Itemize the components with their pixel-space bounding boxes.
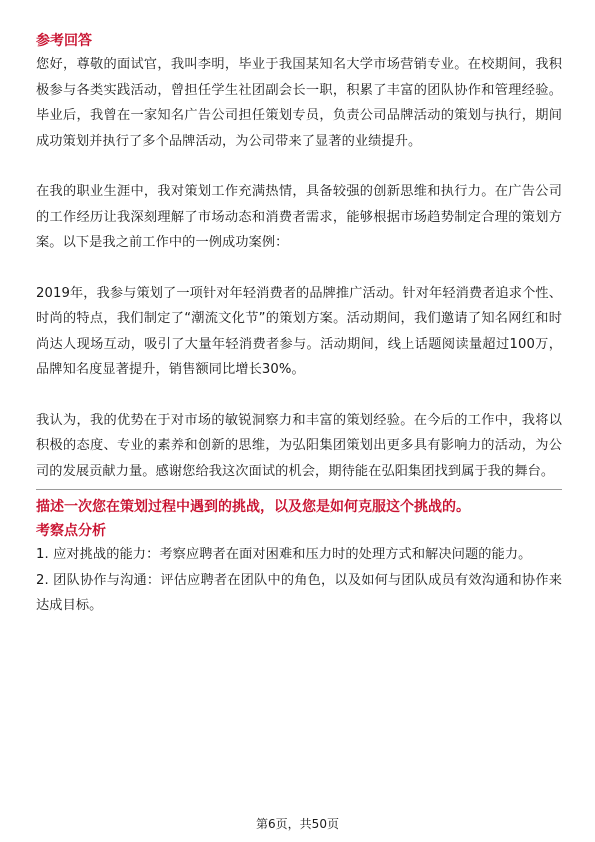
paragraph-gap xyxy=(36,154,562,179)
document-page xyxy=(36,30,562,619)
paragraph-gap xyxy=(36,256,562,281)
page-number: 第6页，共50页 xyxy=(256,817,339,831)
answer-paragraph-3: 2019年，我参与策划了一项针对年轻消费者的品牌推广活动。针对年轻消费者追求个性、时尚的特点，我们制定了“潮流文化节”的策划方案。活动期间，我们邀请了知名网红和时尚达人现场互动，吸引了大量年轻消费者参与。活动期间，线上话题阅读量超过100万，品牌知名度显著提升，销售额同比增长30%。 xyxy=(36,285,562,377)
paragraph-gap xyxy=(36,383,562,408)
question-text: 描述一次您在策划过程中遇到的挑战，以及您是如何克服这个挑战的。 xyxy=(36,499,470,515)
answer-paragraph-4: 我认为，我的优势在于对市场的敏锐洞察力和丰富的策划经验。在今后的工作中，我将以积极的态度、专业的素养和创新的思维，为弘阳集团策划出更多具有影响力的活动，为公司的发展贡献力量。感谢您给我这次面试的机会，期待能在弘阳集团找到属于我的舞台。 xyxy=(36,412,562,479)
analysis-list xyxy=(36,542,562,619)
answer-paragraph-2: 在我的职业生涯中，我对策划工作充满热情，具备较强的创新思维和执行力。在广告公司的工作经历让我深刻理解了市场动态和消费者需求，能够根据市场趋势制定合理的策划方案。以下是我之前工作中的一例成功案例： xyxy=(36,184,562,250)
analysis-item-2: 2. 团队协作与沟通：评估应聘者在团队中的角色，以及如何与团队成员有效沟通和协作来达成目标。 xyxy=(36,572,562,613)
answer-paragraph-1: 您好，尊敬的面试官，我叫李明，毕业于我国某知名大学市场营销专业。在校期间，我积极参与各类实践活动，曾担任学生社团副会长一职，积累了丰富的团队协作和管理经验。毕业后，我曾在一家知名广告公司担任策划专员，负责公司品牌活动的策划与执行，期间成功策划并执行了多个品牌活动，为公司带来了显著的业绩提升。 xyxy=(36,57,562,149)
answer-heading: 参考回答 xyxy=(36,33,92,49)
analysis-item-1: 1. 应对挑战的能力：考察应聘者在面对困难和压力时的处理方式和解决问题的能力。 xyxy=(36,547,532,562)
section-divider xyxy=(36,489,562,490)
analysis-heading: 考察点分析 xyxy=(36,523,106,539)
